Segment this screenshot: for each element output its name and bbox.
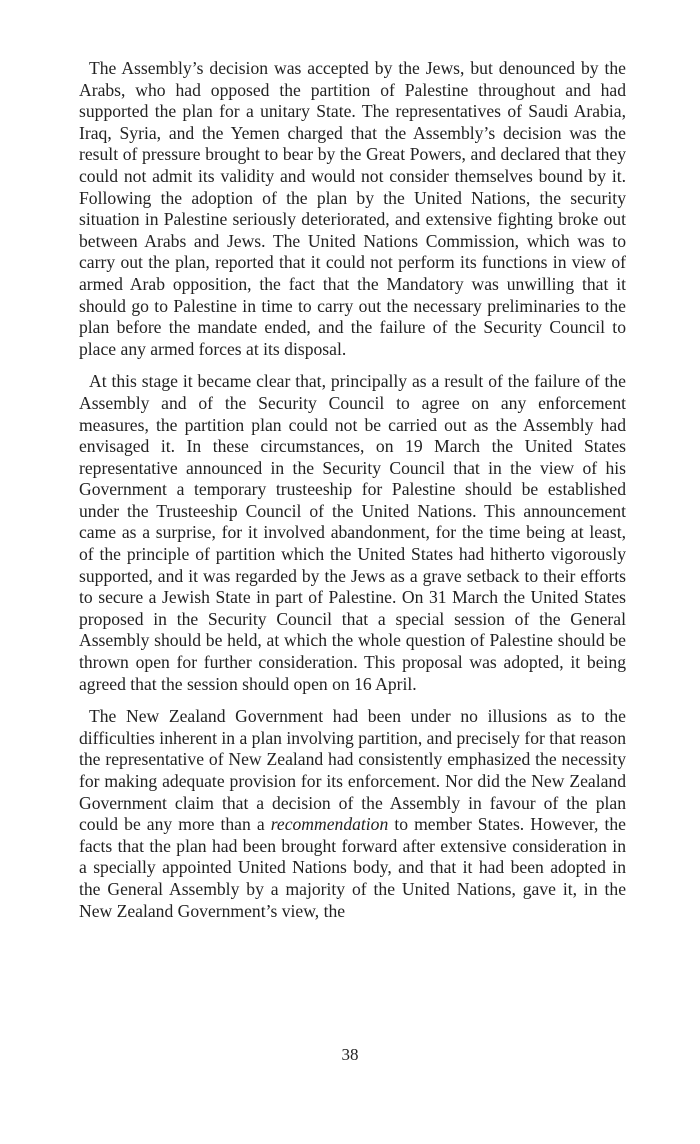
italic-word: recommendation [270, 814, 389, 835]
document-page [79, 58, 626, 933]
page-number: 38 [341, 1045, 359, 1064]
paragraph-3 [79, 706, 626, 922]
paragraph-2: At this stage it became clear that, principally as a result of the failure of the Assembly and of the Security Council to agree on any enforcement measures, the partition plan could not be carried out as the Assembly had envisaged it. In these circumstances, on 19 March the United States representative announced in the Security Council that in the view of his Government a temporary trusteeship for Palestine should be established under the Trusteeship Council of the United Nations. This announcement came as a surprise, for it involved abandonment, for the time being at least, of the principle of partition which the United States had hitherto vigorously supported, and it was regarded by the Jews as a grave setback to their efforts to secure a Jewish State in part of Palestine. On 31 March the United States proposed in the Security Council that a special session of the General Assembly should be held, at which the whole question of Palestine should be thrown open for further consideration. This proposal was adopted, it being agreed that the session should open on 16 April. [79, 371, 626, 694]
paragraph-1: The Assembly’s decision was accepted by the Jews, but denounced by the Arabs, who had opposed the partition of Palestine throughout and had supported the plan for a unitary State. The representatives of Saudi Arabia, Iraq, Syria, and the Yemen charged that the Assembly’s decision was the result of pressure brought to bear by the Great Powers, and declared that they could not admit its validity and would not consider themselves bound by it. Following the adoption of the plan by the United Nations, the security situation in Palestine seriously deteriorated, and extensive fighting broke out between Arabs and Jews. The United Nations Commission, which was to carry out the plan, reported that it could not perform its functions in view of armed Arab opposition, the fact that the Mandatory was unwilling that it should go to Palestine in time to carry out the necessary preliminaries to the plan before the mandate ended, and the failure of the Security Council to place any armed forces at its disposal. [79, 58, 626, 359]
paragraph-3-text-start: The New Zealand Government had been under no illusions as to the difficulties inherent in a plan involving partition, and precisely for that reason the representative of New Zealand had consistently emphasized the necessity for making adequate provision for its enforcement. Nor did the New Zealand Government claim that a decision of the Assembly in favour of the plan could be any more than a [79, 706, 626, 835]
paragraph-3-text-end: to member States. However, the facts that the plan had been brought forward after extensive consideration in a specially appointed United Nations body, and that it had been adopted in the General Assembly by a majority of the United Nations, gave it, in the New Zealand Government’s view, the [79, 814, 626, 921]
